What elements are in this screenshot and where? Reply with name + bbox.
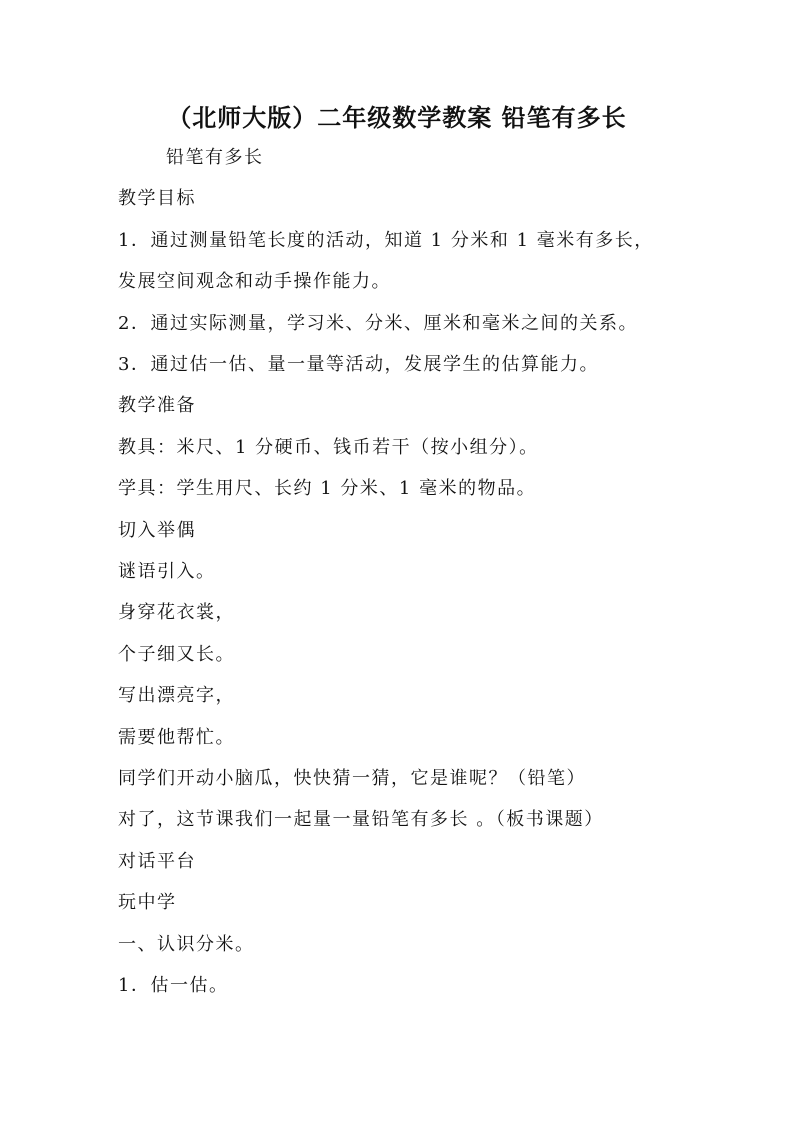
teaching-aids-line: 教具：米尺、1 分硬币、钱币若干（按小组分）。	[118, 437, 539, 458]
riddle-question-line: 同学们开动小脑瓜，快快猜一猜，它是谁呢？（铅笔）	[118, 768, 586, 789]
riddle-intro-line: 谜语引入。	[118, 561, 216, 582]
document-title: （北师大版）二年级数学教案 铅笔有多长	[167, 103, 627, 132]
goal-item-1: 1．通过测量铅笔长度的活动，知道 1 分米和 1 毫米有多长，	[118, 230, 654, 251]
section-heading-intro: 切入举偶	[118, 520, 196, 541]
lesson-topic-line: 对了，这节课我们一起量一量铅笔有多长 。（板书课题）	[118, 809, 604, 830]
goal-item-3: 3．通过估一估、量一量等活动，发展学生的估算能力。	[118, 354, 599, 375]
student-aids-line: 学具：学生用尺、长约 1 分米、1 毫米的物品。	[118, 478, 537, 499]
goal-item-1-continued: 发展空间观念和动手操作能力。	[118, 271, 391, 292]
step-estimate-line: 1．估一估。	[118, 975, 229, 996]
part-heading-decimeter: 一、认识分米。	[118, 934, 255, 955]
section-heading-dialogue: 对话平台	[118, 851, 196, 872]
riddle-line-2: 个子细又长。	[118, 644, 235, 665]
subtitle-line: 铅笔有多长	[166, 147, 264, 168]
section-heading-play-learn: 玩中学	[118, 892, 177, 913]
riddle-line-4: 需要他帮忙。	[118, 727, 235, 748]
section-heading-goals: 教学目标	[118, 188, 196, 209]
section-heading-preparation: 教学准备	[118, 395, 196, 416]
riddle-line-3: 写出漂亮字，	[118, 685, 235, 706]
goal-item-2: 2．通过实际测量，学习米、分米、厘米和毫米之间的关系。	[118, 313, 638, 334]
riddle-line-1: 身穿花衣裳，	[118, 602, 235, 623]
